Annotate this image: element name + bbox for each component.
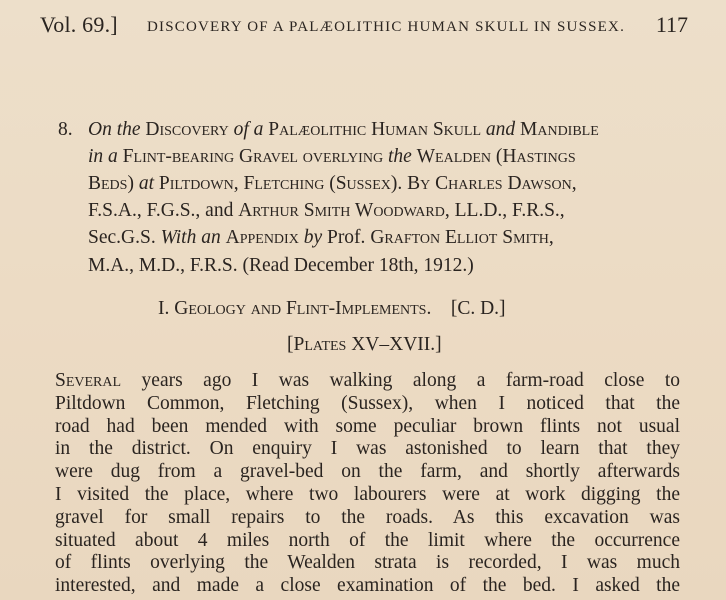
title-fragment: and [485,119,521,140]
section-heading [158,298,506,320]
section-title: Geology and Flint-Implements. [174,298,432,319]
article-title-line [88,144,576,170]
title-fragment: M.A., M.D., F.R.S. (Read December 18th, 1912.) [88,255,474,276]
body-paragraph [55,370,680,598]
running-head-title: DISCOVERY OF A PALÆOLITHIC HUMAN SKULL IN SUSSEX. [147,19,626,35]
page-number: 117 [655,12,688,37]
body-line: Several years ago I was walking along a farm-road close to [55,370,680,391]
title-fragment: Prof. [326,227,371,248]
body-line: situated about 4 miles north of the limit where the occurrence [55,529,680,551]
article-title-line [88,198,565,224]
title-fragment: Mandible [520,119,599,140]
title-fragment: Wealden (Hastings [416,146,576,167]
title-fragment: , LL.D., F.R.S., [444,200,565,221]
title-fragment: Discovery [145,119,234,140]
section-number: I. [158,298,175,319]
article-number: 8. [58,119,73,140]
article-title-line [88,225,554,251]
title-fragment: , [548,227,554,248]
title-fragment: F.S.A., F.G.S., and [88,200,239,221]
body-line: in the district. On enquiry I was astonished to learn that they [55,438,680,460]
title-fragment: Flint-bearing Gravel overlying [122,146,388,167]
body-line: gravel for small repairs to the roads. As this excavation was [55,506,680,528]
title-fragment: Grafton Elliot Smith [370,227,549,248]
title-fragment: Beds) [88,173,139,194]
body-line: were dug from a gravel-bed on the farm, and shortly afterwards [55,461,680,483]
section-author-tag: [C. D.] [450,298,506,319]
title-fragment: in a [88,146,123,167]
body-line: road had been mended with some peculiar brown flints not usual [55,415,680,437]
article-title-line [88,253,474,279]
first-word: Several [55,370,122,391]
title-fragment: Piltdown, Fletching (Sussex). By Charles Dawson, [158,173,577,194]
title-fragment: of a [233,119,269,140]
title-fragment: the [387,146,417,167]
body-line: interested, and made a close examination of the bed. I asked the [55,575,680,597]
body-line: of flints overlying the Wealden strata is recorded, I was much [55,552,680,574]
volume-label: Vol. 69.] [40,12,118,37]
title-fragment: at [138,173,159,194]
article-title-line [88,171,577,197]
plates-reference: [Plates XV–XVII.] [287,334,442,355]
title-fragment: by [303,227,327,248]
title-fragment: Sec.G.S. [88,227,161,248]
article-title-line [88,117,599,143]
title-fragment: On the [88,119,146,140]
running-head [40,10,688,40]
body-line: Piltdown Common, Fletching (Sussex), when I noticed that the [55,392,680,414]
body-line: I visited the place, where two labourers were at work digging the [55,483,680,505]
title-fragment: Appendix [225,227,304,248]
title-fragment: With an [160,227,226,248]
title-fragment: Palæolithic Human Skull [268,119,486,140]
title-fragment: Arthur Smith Woodward [238,200,445,221]
